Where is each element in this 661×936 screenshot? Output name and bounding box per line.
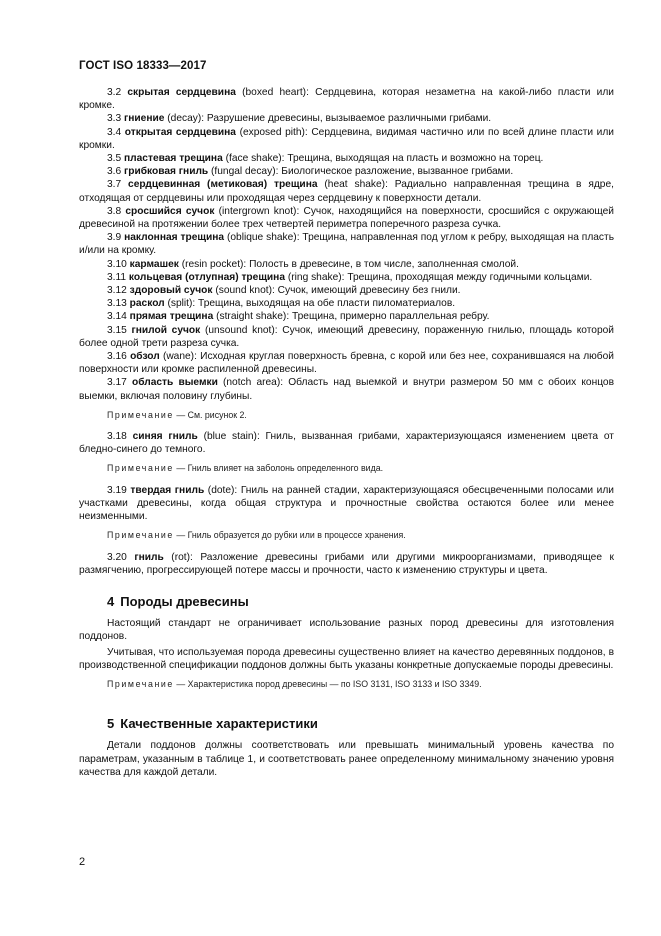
term-name: грибковая гниль bbox=[124, 166, 209, 178]
page-number: 2 bbox=[79, 856, 86, 868]
term-definition: : Трещина, выходящая на пласть и возможно на торец. bbox=[281, 153, 544, 165]
term-number: 3.20 bbox=[107, 551, 127, 563]
term-number: 3.8 bbox=[107, 205, 122, 217]
term-number: 3.19 bbox=[107, 484, 127, 496]
note-3-17 bbox=[79, 409, 614, 422]
term-item bbox=[79, 350, 614, 376]
document-header: ГОСТ ISO 18333—2017 bbox=[79, 60, 207, 72]
note-label: Примечание bbox=[107, 463, 174, 474]
term-name: пластевая трещина bbox=[124, 153, 223, 165]
term-definition: : Трещина, примерно параллельная ребру. bbox=[286, 311, 490, 323]
term-definition: : Область над выемкой и внутри размером 50 мм с обоих концов выемки, включая половину глубины. bbox=[79, 377, 614, 402]
note-label: Примечание bbox=[107, 530, 174, 541]
term-name: гниение bbox=[124, 113, 165, 125]
term-item bbox=[79, 297, 614, 310]
term-definition: : Трещина, выходящая на обе пласти пиломатериалов. bbox=[192, 298, 456, 310]
term-definition: : Сучок, находящийся на поверхности, сросшийся с окружающей древесиной на протяжении более трех четвертей периметра поперечного разреза сучка. bbox=[79, 205, 614, 231]
term-name: твердая гниль bbox=[130, 484, 205, 496]
term-item bbox=[79, 310, 614, 323]
term-item bbox=[79, 284, 614, 297]
term-definition: : Сучок, имеющий древесину, пораженную гнилью, площадь которой более одной трети разреза сучка. bbox=[79, 324, 614, 349]
term-item bbox=[79, 178, 614, 204]
term-number: 3.9 bbox=[107, 232, 122, 244]
section-title: Породы древесины bbox=[120, 593, 249, 609]
term-number: 3.7 bbox=[107, 179, 122, 191]
term-english: (wane) bbox=[162, 351, 195, 363]
term-number: 3.6 bbox=[107, 166, 122, 178]
term-name: обзол bbox=[130, 351, 160, 363]
note-section-4 bbox=[79, 678, 614, 691]
term-definition: : Гниль, вызванная грибами, характеризующаяся изменением цвета от бледно-синего до темного. bbox=[79, 431, 614, 456]
term-name: область выемки bbox=[131, 377, 218, 389]
note-3-19 bbox=[79, 529, 614, 542]
note-3-18 bbox=[79, 462, 614, 475]
term-item bbox=[79, 205, 614, 231]
term-name: кармашек bbox=[129, 258, 179, 270]
term-english: (notch area) bbox=[223, 377, 281, 389]
term-english: (resin pocket) bbox=[181, 258, 244, 270]
section-title: Качественные характеристики bbox=[120, 716, 318, 732]
term-english: (split) bbox=[167, 298, 193, 310]
section-4-paragraph-2: Учитывая, что используемая порода древесины существенно влияет на качество деревянных поддонов, в производственной спецификации поддонов должны быть указаны конкретные допускаемые породы древесины. bbox=[79, 646, 614, 671]
term-english: (intergrown knot) bbox=[218, 205, 297, 217]
term-item bbox=[79, 376, 614, 402]
term-definition: : Сердцевина, видимая частично или по всей длине пласти или кромки. bbox=[79, 126, 615, 151]
term-3-19 bbox=[79, 484, 614, 524]
term-item bbox=[79, 152, 614, 165]
note-text: — Гниль влияет на заболонь определенного вида. bbox=[173, 463, 384, 474]
term-item bbox=[79, 86, 614, 112]
note-text: — Гниль образуется до рубки или в процессе хранения. bbox=[173, 530, 406, 541]
term-english: (oblique shake) bbox=[226, 232, 297, 244]
term-english: (heat shake) bbox=[324, 179, 386, 191]
section-4-paragraph-1: Настоящий стандарт не ограничивает использование разных пород древесины для изготовления поддонов. bbox=[79, 618, 614, 643]
section-5-heading bbox=[79, 717, 614, 730]
section-4-heading bbox=[79, 595, 614, 608]
term-item bbox=[79, 231, 614, 257]
term-number: 3.17 bbox=[107, 377, 127, 389]
term-number: 3.12 bbox=[107, 285, 127, 297]
term-name: прямая трещина bbox=[129, 311, 214, 323]
term-name: сердцевинная (метиковая) трещина bbox=[128, 179, 318, 191]
term-definition: : Разрушение древесины, вызываемое различными грибами. bbox=[201, 113, 492, 125]
term-english: (ring shake) bbox=[287, 271, 342, 283]
term-item bbox=[79, 258, 614, 271]
term-english: (dote) bbox=[207, 484, 235, 496]
term-number: 3.4 bbox=[107, 126, 122, 138]
section-5-paragraph-1: Детали поддонов должны соответствовать или превышать минимальный уровень качества по параметрам, указанным в таблице 1, и соответствовать ранее определенному минимальному значению уровня качества для каждой детали. bbox=[79, 740, 614, 778]
note-label: Примечание bbox=[107, 678, 174, 689]
term-item bbox=[79, 126, 614, 152]
note-label: Примечание bbox=[107, 409, 174, 420]
term-name: гниль bbox=[134, 551, 164, 563]
term-definition: : Радиально направленная трещина в ядре, отходящая от сердцевины или проходящая через сердцевину к поверхности детали. bbox=[79, 179, 614, 204]
note-text: — Характеристика пород древесины — по ISO 3131, ISO 3133 и ISO 3349. bbox=[173, 678, 482, 689]
term-definition: : Полость в древесине, в том числе, заполненная смолой. bbox=[243, 258, 519, 270]
term-english: (fungal decay) bbox=[211, 166, 276, 178]
term-name: сросшийся сучок bbox=[125, 205, 215, 217]
term-definition: : Исходная круглая поверхность бревна, с корой или без нее, сохранившаяся на любой поверхности или кромке распиленной древесины. bbox=[79, 351, 614, 376]
term-name: гнилой сучок bbox=[131, 324, 201, 336]
term-english: (straight shake) bbox=[216, 311, 287, 323]
term-english: (exposed pith) bbox=[239, 126, 305, 138]
document-body bbox=[79, 86, 614, 781]
term-english: (sound knot) bbox=[215, 285, 272, 297]
term-definition: : Разложение древесины грибами или другими микроорганизмами, приводящее к размягчению, прогрессирующей потере массы и прочности, часто к изменению структуры и цвета. bbox=[79, 551, 614, 576]
term-name: открытая сердцевина bbox=[124, 126, 236, 138]
term-3-20 bbox=[79, 551, 614, 577]
term-name: раскол bbox=[129, 298, 165, 310]
term-english: (decay) bbox=[167, 113, 202, 125]
term-definition: : Сучок, имеющий древесину без гнили. bbox=[271, 285, 461, 297]
term-english: (face shake) bbox=[225, 153, 282, 165]
term-definition: : Трещина, направленная под углом к ребру, выходящая на пласть и/или на кромку. bbox=[79, 232, 614, 257]
term-item bbox=[79, 165, 614, 178]
term-name: скрытая сердцевина bbox=[127, 87, 236, 98]
term-number: 3.3 bbox=[107, 113, 122, 125]
term-item bbox=[79, 112, 614, 125]
term-name: кольцевая (отлупная) трещина bbox=[128, 271, 286, 283]
term-definition: : Трещина, проходящая между годичными кольцами. bbox=[341, 271, 593, 283]
term-number: 3.5 bbox=[107, 153, 122, 165]
term-number: 3.10 bbox=[107, 258, 127, 270]
term-name: здоровый сучок bbox=[129, 285, 213, 297]
term-english: (unsound knot) bbox=[204, 324, 275, 336]
section-number: 4 bbox=[107, 593, 115, 609]
term-number: 3.2 bbox=[107, 87, 122, 98]
term-name: наклонная трещина bbox=[124, 232, 225, 244]
term-english: (rot) bbox=[171, 551, 190, 563]
term-item bbox=[79, 271, 614, 284]
term-number: 3.15 bbox=[107, 324, 127, 336]
term-number: 3.18 bbox=[107, 431, 127, 443]
term-definition: : Сердцевина, которая незаметна на какой-либо пласти или кромке. bbox=[79, 87, 614, 112]
term-number: 3.16 bbox=[107, 351, 127, 363]
term-number: 3.14 bbox=[107, 311, 127, 323]
term-english: (boxed heart) bbox=[242, 87, 307, 98]
term-3-18 bbox=[79, 430, 614, 456]
term-item bbox=[79, 324, 614, 350]
term-definition: : Гниль на ранней стадии, характеризующаяся обесцвеченными полосами или участками древесины, когда общая структура и прочностные свойства остаются более или менее неизменными. bbox=[79, 484, 614, 523]
note-text: — См. рисунок 2. bbox=[173, 409, 247, 420]
section-number: 5 bbox=[107, 716, 115, 732]
term-definition: : Биологическое разложение, вызванное грибами. bbox=[275, 166, 514, 178]
term-name: синяя гниль bbox=[132, 431, 198, 443]
term-english: (blue stain) bbox=[203, 431, 257, 443]
term-number: 3.11 bbox=[107, 271, 127, 283]
terms-list bbox=[79, 86, 614, 403]
term-number: 3.13 bbox=[107, 298, 127, 310]
